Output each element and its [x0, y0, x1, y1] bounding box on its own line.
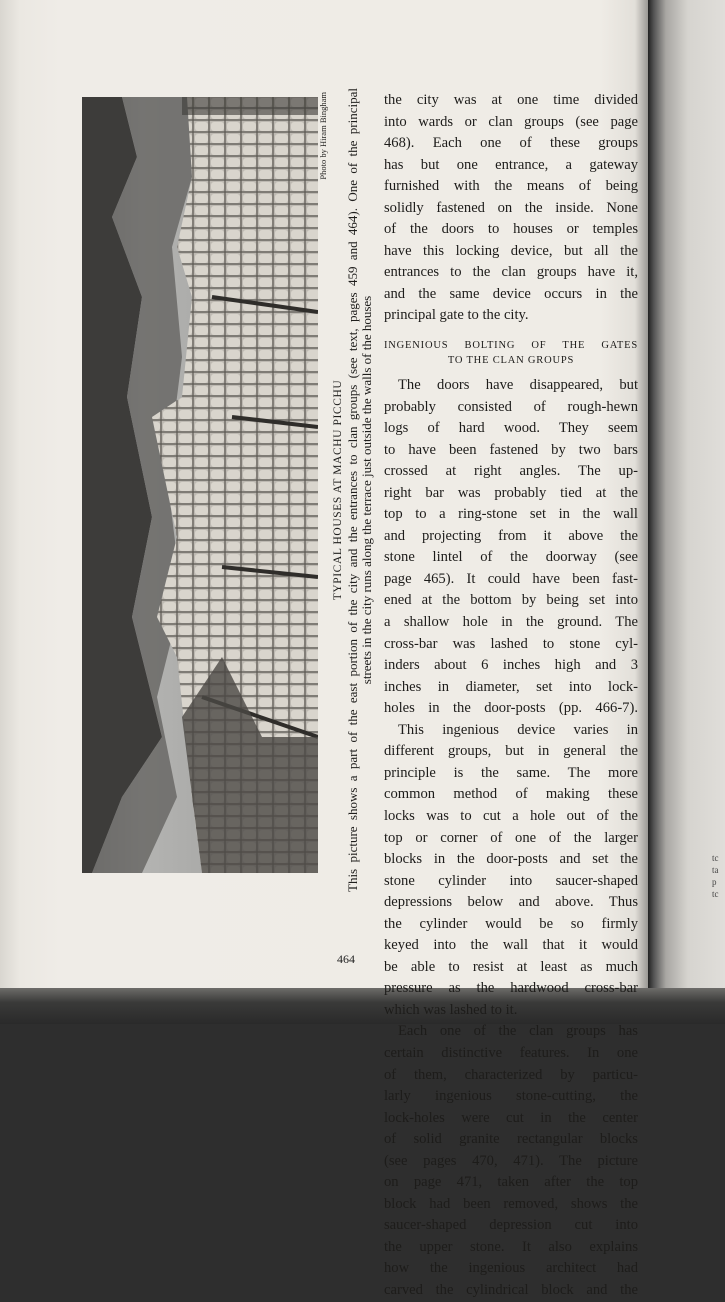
text-line: has but one entrance, a gateway	[384, 156, 638, 173]
caption-text-line-1: This picture shows a part of the east portion of the city and the entrances to clan groups (see text, pages 459 and 464). One of the principal	[344, 88, 360, 892]
text-line: and the same device occurs in the	[384, 285, 638, 302]
text-line: The doors have disappeared, but	[398, 377, 638, 394]
text-line: keyed into the wall that it would	[384, 937, 638, 954]
text-line: page 465). It could have been fast-	[384, 570, 638, 587]
text-line: certain distinctive features. In one	[384, 1044, 638, 1061]
text-line: of the doors to houses or temples	[384, 221, 638, 238]
text-line: inches in diameter, set into lock-	[384, 678, 638, 695]
text-line: on page 471, taken after the top	[384, 1174, 638, 1191]
photo-caption	[331, 88, 377, 892]
fragment-line: tc	[712, 853, 719, 863]
text-line: different groups, but in general the	[384, 743, 638, 760]
paragraph-3	[384, 720, 638, 1022]
text-line: 468). Each one of these groups	[384, 135, 638, 152]
fragment-line: tc	[712, 889, 719, 899]
text-line: and projecting from it above the	[384, 527, 638, 544]
text-line: right bar was probably tied at the	[384, 484, 638, 501]
text-line: This ingenious device varies in	[398, 721, 638, 738]
section-heading-line-2: TO THE CLAN GROUPS	[447, 355, 575, 367]
book-page-right-edge	[648, 0, 725, 990]
text-line: locks was to cut a hole out of the	[384, 807, 638, 824]
text-line: the cylinder would be so firmly	[384, 915, 638, 932]
text-line: into wards or clan groups (see page	[384, 113, 638, 130]
text-line: how the ingenious architect had	[384, 1260, 638, 1277]
text-line: larly ingenious stone-cutting, the	[384, 1088, 638, 1105]
text-line: be able to resist at least as much	[384, 958, 638, 975]
text-line: probably consisted of rough-hewn	[384, 398, 638, 415]
text-column	[384, 90, 638, 1302]
text-line: have this locking device, but all the	[384, 242, 638, 259]
text-line: a shallow hole in the ground. The	[384, 614, 638, 631]
section-heading-line-1: INGENIOUS BOLTING OF THE GATES	[384, 340, 638, 352]
text-line: holes in the door-posts (pp. 466-7).	[384, 700, 638, 717]
caption-title: TYPICAL HOUSES AT MACHU PICCHU	[332, 379, 344, 601]
text-line: solidly fastened on the inside. None	[384, 199, 638, 216]
text-line: top or corner of one of the larger	[384, 829, 638, 846]
text-line: principal gate to the city.	[384, 307, 529, 324]
text-line: block had been removed, shows the	[384, 1195, 638, 1212]
paragraph-1	[384, 90, 638, 327]
text-line: inders about 6 inches high and 3	[384, 657, 638, 674]
text-line: which was lashed to it.	[384, 1001, 518, 1018]
text-line: lock-holes were cut in the center	[384, 1109, 638, 1126]
text-line: depressions below and above. Thus	[384, 894, 638, 911]
text-line: of solid granite rectangular blocks	[384, 1131, 638, 1148]
photo-machu-picchu-houses	[82, 97, 318, 873]
text-line: the city was at one time divided	[384, 92, 638, 108]
text-line: the upper stone. It also explains	[384, 1238, 638, 1255]
text-line: cross-bar was lashed to stone cyl-	[384, 635, 638, 652]
paragraph-2	[384, 375, 638, 720]
text-line: ened at the bottom by being set into	[384, 592, 638, 609]
text-line: logs of hard wood. They seem	[384, 420, 638, 437]
text-line: to have been fastened by two bars	[384, 441, 638, 458]
text-line: common method of making these	[384, 786, 638, 803]
text-line: of them, characterized by particu-	[384, 1066, 638, 1083]
paragraph-4	[384, 1021, 638, 1301]
text-line: Each one of the clan groups has	[398, 1023, 638, 1040]
page-number: 464	[337, 952, 355, 966]
photo-credit: Photo by Hiram Bingham	[318, 92, 328, 180]
text-line: crossed at right angles. The up-	[384, 463, 638, 480]
text-line: principle is the same. The more	[384, 764, 638, 781]
text-line: stone lintel of the doorway (see	[384, 549, 638, 566]
text-line: blocks in the door-posts and set the	[384, 851, 638, 868]
text-line: entrances to the clan groups have it,	[384, 264, 638, 281]
text-line: pressure as the hardwood cross-bar	[384, 980, 638, 997]
fragment-line: ta	[712, 865, 719, 875]
section-heading	[384, 338, 638, 368]
text-line: (see pages 470, 471). The picture	[384, 1152, 638, 1169]
facing-page-text-fragments	[712, 852, 719, 900]
text-line: stone cylinder into saucer-shaped	[384, 872, 638, 889]
text-line: top to a ring-stone set in the wall	[384, 506, 638, 523]
caption-text-line-2: streets in the city runs along the terrace just outside the walls of the houses	[359, 295, 374, 685]
text-line: saucer-shaped depression cut into	[384, 1217, 638, 1234]
text-line: carved the cylindrical block and the	[384, 1281, 638, 1298]
text-line: furnished with the means of being	[384, 178, 638, 195]
fragment-line: p	[712, 877, 717, 887]
